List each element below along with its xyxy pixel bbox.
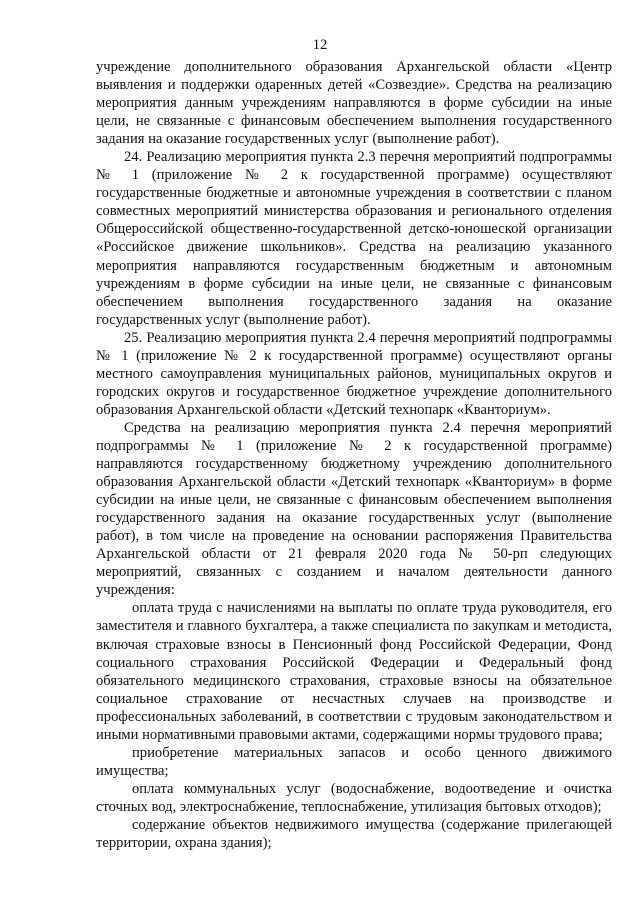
list-item-maintenance: содержание объектов недвижимого имущества (содержание прилегающей территории, охрана здания); xyxy=(96,816,612,852)
document-body xyxy=(96,58,612,852)
page-number: 12 xyxy=(312,37,328,53)
paragraph-funding: Средства на реализацию мероприятия пункта 2.4 перечня мероприятий подпрограммы № 1 (приложение № 2 к государственной программе) направляются государственному бюджетному учреждению дополнительного образования Архангельской области «Детский технопарк «Кванториум» в форме субсидии на иные цели, не связанные с финансовым обеспечением выполнения государственного задания на оказание государственных услуг (выполнение работ), в том числе на проведение на основании распоряжения Правительства Архангельской области от 21 февраля 2020 года № 50-рп следующих мероприятий, связанных с созданием и началом деятельности данного учреждения: xyxy=(96,419,612,599)
paragraph-item-25: 25. Реализацию мероприятия пункта 2.4 перечня мероприятий подпрограммы № 1 (приложение № 2 к государственной программе) осуществляют органы местного самоуправления муниципальных районов, муниципальных округов и городских округов и государственное бюджетное учреждение дополнительного образования Архангельской области «Детский технопарк «Кванториум». xyxy=(96,329,612,418)
paragraph-continuation: учреждение дополнительного образования Архангельской области «Центр выявления и поддержки одаренных детей «Созвездие». Средства на реализацию мероприятия данным учреждениям направляются в форме субсидии на иные цели, не связанные с финансовым обеспечением выполнения государственного задания на оказание государственных услуг (выполнение работ). xyxy=(96,59,612,148)
list-item-salary: оплата труда с начислениями на выплаты по оплате труда руководителя, его заместителя и главного бухгалтера, а также специалиста по закупкам и методиста, включая страховые взносы в Пенсионный фонд Российской Федерации, Фонд социального страхования Российской Федерации и Федеральный фонд обязательного медицинского страхования, страховые взносы на обязательное социальное страхование от несчастных случаев на производстве и профессиональных заболеваний, в соответствии с трудовым законодательством и иными нормативными правовыми актами, содержащими нормы трудового права; xyxy=(96,600,612,743)
list-item-utilities: оплата коммунальных услуг (водоснабжение, водоотведение и очистка сточных вод, электроснабжение, теплоснабжение, утилизация бытовых отходов); xyxy=(96,780,612,815)
paragraph-item-24: 24. Реализацию мероприятия пункта 2.3 перечня мероприятий подпрограммы № 1 (приложение № 2 к государственной программе) осуществляют государственные бюджетные и автономные учреждения в соответствии с планом совместных мероприятий министерства образования и регионального отделения Общероссийской общественно-государственной детско-юношеской организации «Российское движение школьников». Средства на реализацию указанного мероприятия направляются государственным бюджетным и автономным учреждениям в форме субсидии на иные цели, не связанные с финансовым обеспечением выполнения государственного задания на оказание государственных услуг (выполнение работ). xyxy=(96,149,612,328)
list-item-materials: приобретение материальных запасов и особо ценного движимого имущества; xyxy=(96,744,612,779)
